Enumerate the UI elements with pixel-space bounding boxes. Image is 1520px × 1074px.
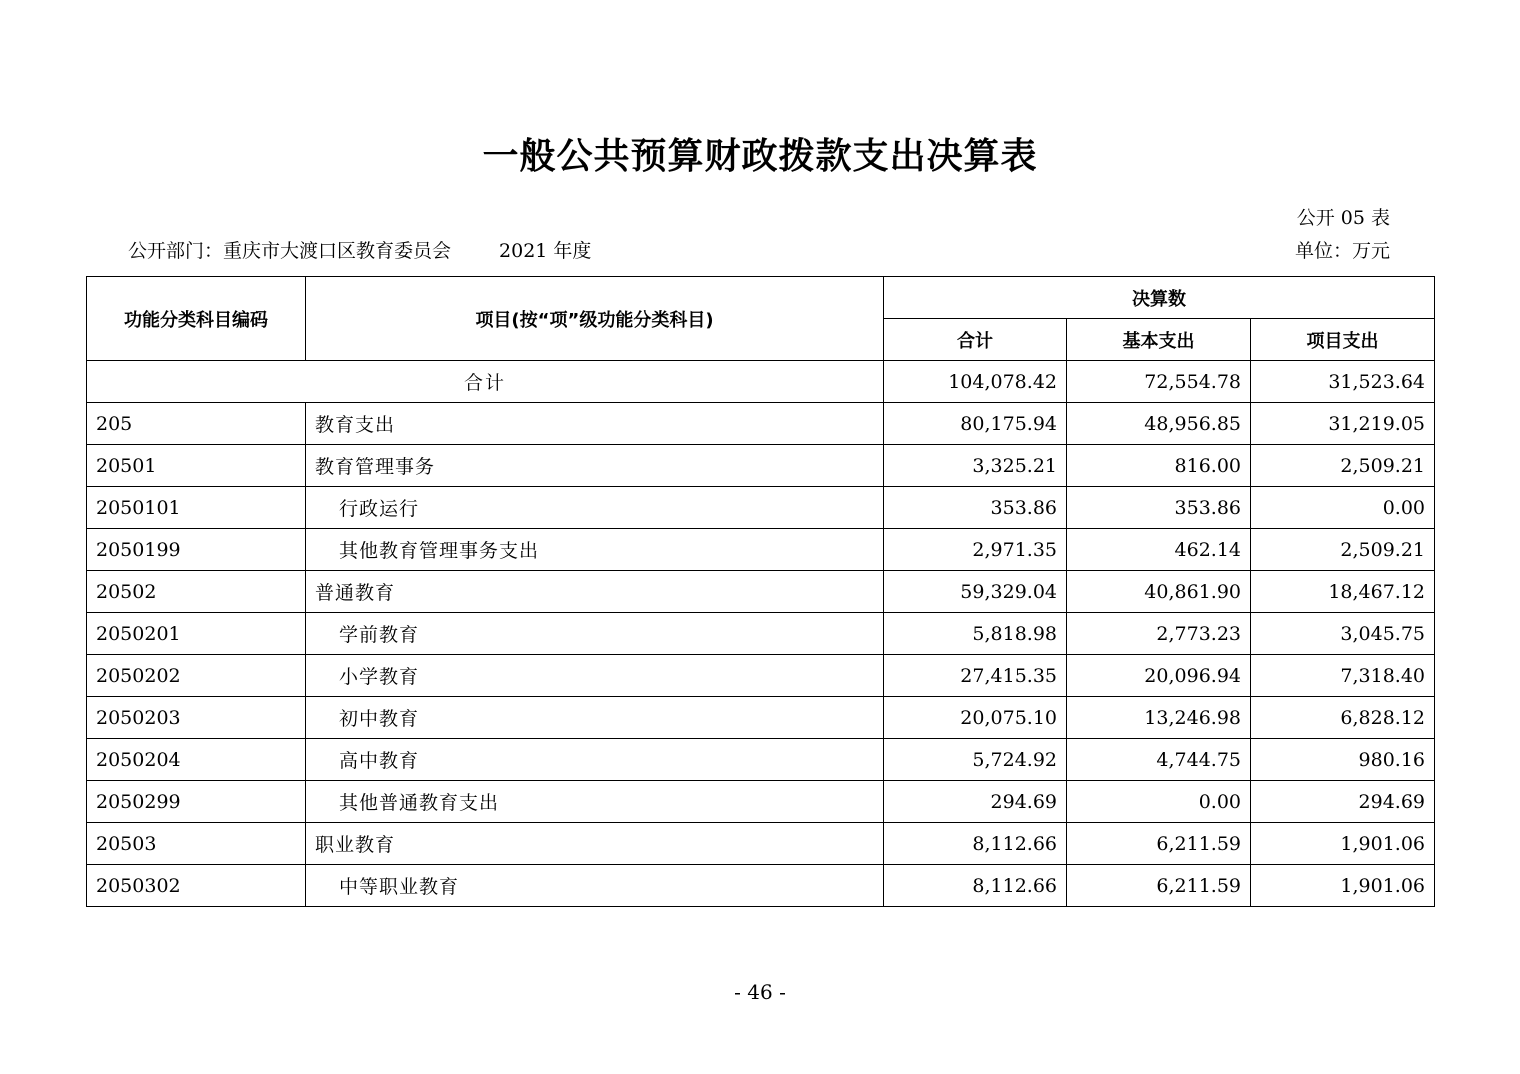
row-basic: 2,773.23 [1067, 613, 1251, 655]
table-row [87, 655, 1435, 697]
row-basic: 353.86 [1067, 487, 1251, 529]
row-basic: 4,744.75 [1067, 739, 1251, 781]
row-item-name: 行政运行 [306, 487, 884, 529]
row-total: 8,112.66 [884, 823, 1067, 865]
row-project: 2,509.21 [1251, 529, 1435, 571]
row-total: 5,724.92 [884, 739, 1067, 781]
row-code: 205 [87, 403, 306, 445]
row-project: 1,901.06 [1251, 865, 1435, 907]
row-basic: 816.00 [1067, 445, 1251, 487]
header-row-top [87, 277, 1435, 319]
form-number: 公开 05 表 [1296, 207, 1390, 229]
table-row [87, 823, 1435, 865]
row-total: 27,415.35 [884, 655, 1067, 697]
row-basic: 20,096.94 [1067, 655, 1251, 697]
column-header-basic: 基本支出 [1067, 319, 1251, 361]
row-total: 2,971.35 [884, 529, 1067, 571]
table-row [87, 781, 1435, 823]
row-code: 2050302 [87, 865, 306, 907]
row-total: 80,175.94 [884, 403, 1067, 445]
row-basic: 13,246.98 [1067, 697, 1251, 739]
row-project: 980.16 [1251, 739, 1435, 781]
row-total: 59,329.04 [884, 571, 1067, 613]
row-project: 2,509.21 [1251, 445, 1435, 487]
row-basic: 48,956.85 [1067, 403, 1251, 445]
row-code: 2050201 [87, 613, 306, 655]
table-row [87, 613, 1435, 655]
table-row [87, 445, 1435, 487]
page-number: - 46 - [734, 980, 786, 1004]
row-item-name: 普通教育 [306, 571, 884, 613]
row-project: 6,828.12 [1251, 697, 1435, 739]
total-row-label: 合计 [87, 361, 884, 403]
total-row-total: 104,078.42 [884, 361, 1067, 403]
table-row [87, 487, 1435, 529]
column-header-project: 项目支出 [1251, 319, 1435, 361]
row-item-name: 其他普通教育支出 [306, 781, 884, 823]
row-item-name: 高中教育 [306, 739, 884, 781]
table-row [87, 865, 1435, 907]
table-row [87, 403, 1435, 445]
row-code: 20503 [87, 823, 306, 865]
row-item-name: 其他教育管理事务支出 [306, 529, 884, 571]
fiscal-year: 2021 年度 [499, 240, 592, 262]
row-item-name: 教育支出 [306, 403, 884, 445]
row-total: 20,075.10 [884, 697, 1067, 739]
row-item-name: 教育管理事务 [306, 445, 884, 487]
column-header-code: 功能分类科目编码 [87, 277, 306, 361]
row-item-name: 小学教育 [306, 655, 884, 697]
row-total: 294.69 [884, 781, 1067, 823]
row-code: 2050299 [87, 781, 306, 823]
table-row [87, 739, 1435, 781]
row-project: 31,219.05 [1251, 403, 1435, 445]
column-header-total: 合计 [884, 319, 1067, 361]
row-project: 294.69 [1251, 781, 1435, 823]
row-total: 8,112.66 [884, 865, 1067, 907]
row-project: 1,901.06 [1251, 823, 1435, 865]
row-item-name: 职业教育 [306, 823, 884, 865]
department-name: 公开部门：重庆市大渡口区教育委员会 [128, 240, 452, 262]
department-line [128, 236, 591, 263]
row-basic: 6,211.59 [1067, 823, 1251, 865]
total-row-basic: 72,554.78 [1067, 361, 1251, 403]
row-project: 18,467.12 [1251, 571, 1435, 613]
row-total: 3,325.21 [884, 445, 1067, 487]
column-group-header: 决算数 [884, 277, 1435, 319]
row-code: 2050203 [87, 697, 306, 739]
table-row [87, 529, 1435, 571]
row-code: 2050202 [87, 655, 306, 697]
page-title: 一般公共预算财政拨款支出决算表 [482, 136, 1038, 177]
table-row [87, 571, 1435, 613]
row-project: 7,318.40 [1251, 655, 1435, 697]
total-row-project: 31,523.64 [1251, 361, 1435, 403]
row-item-name: 学前教育 [306, 613, 884, 655]
expenditure-table [86, 276, 1435, 907]
row-basic: 462.14 [1067, 529, 1251, 571]
column-header-item: 项目(按“项”级功能分类科目) [306, 277, 884, 361]
row-basic: 6,211.59 [1067, 865, 1251, 907]
row-basic: 40,861.90 [1067, 571, 1251, 613]
table-body [87, 361, 1435, 907]
row-project: 0.00 [1251, 487, 1435, 529]
table-row [87, 697, 1435, 739]
total-row [87, 361, 1435, 403]
row-code: 20501 [87, 445, 306, 487]
row-code: 2050199 [87, 529, 306, 571]
row-item-name: 中等职业教育 [306, 865, 884, 907]
unit-label: 单位：万元 [1294, 240, 1390, 262]
row-total: 5,818.98 [884, 613, 1067, 655]
row-code: 2050101 [87, 487, 306, 529]
row-item-name: 初中教育 [306, 697, 884, 739]
row-code: 2050204 [87, 739, 306, 781]
row-basic: 0.00 [1067, 781, 1251, 823]
row-project: 3,045.75 [1251, 613, 1435, 655]
row-total: 353.86 [884, 487, 1067, 529]
row-code: 20502 [87, 571, 306, 613]
